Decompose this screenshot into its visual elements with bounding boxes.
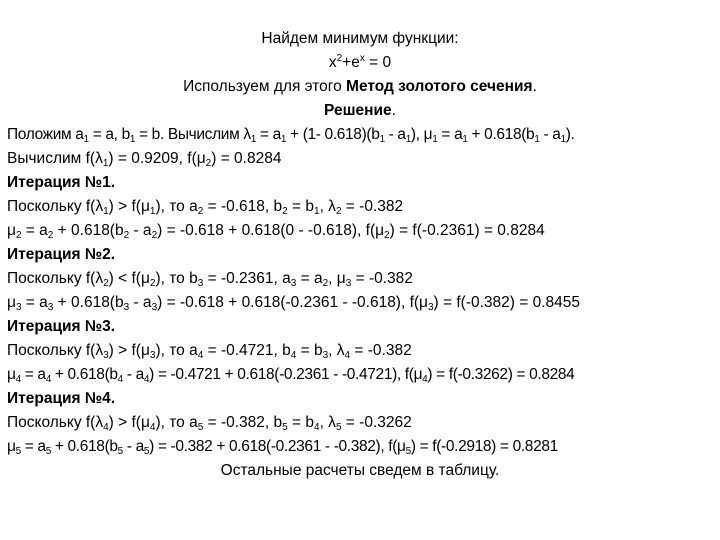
step-line [0, 411, 720, 435]
method-line [0, 75, 720, 99]
step-text: $\mu_4 = a_4 + 0.618(b_4 - a_4) = -0.4721 + 0.618(-0.2361 - -0.4721)$, $f(\mu_4) = f(-0.3262) = 0.8284$ [7, 366, 575, 385]
step-text: Поскольку $f(\lambda_4) > f(\mu_4)$, то $a_5 = -0.382$, $b_5 = b_4$, $\lambda_5 = -0.3262$ [7, 414, 412, 433]
iteration-heading [0, 171, 720, 195]
step-line [0, 219, 720, 243]
iteration-heading [0, 243, 720, 267]
step-line [0, 363, 720, 387]
iteration-label: Итерация №1. [7, 174, 116, 191]
method-end: . [532, 78, 537, 95]
step-line [0, 195, 720, 219]
method-intro: Используем для этого [183, 78, 347, 95]
solution-line [0, 99, 720, 123]
step-line [0, 267, 720, 291]
step-line [0, 291, 720, 315]
iteration-label: Итерация №4. [7, 390, 116, 407]
step-text: $\mu_3 = a_3 + 0.618(b_3 - a_3) = -0.618 + 0.618(-0.2361 - -0.618)$, $f(\mu_3) = f(-0.382) = 0.8455$ [7, 294, 581, 313]
step-line [0, 435, 720, 459]
iteration-heading [0, 315, 720, 339]
step-text: Поскольку $f(\lambda_3) > f(\mu_3)$, то $a_4 = -0.4721$, $b_4 = b_3$, $\lambda_4 = -0.382$ [7, 342, 412, 361]
title-line [0, 27, 720, 51]
solution-label: Решение [324, 102, 392, 119]
equation-line [0, 51, 720, 75]
step-text: Положим $a_1 = a$, $b_1 = b$. Вычислим $\lambda_1 = a_1 + (1-$ $0.618)(b_1 - a_1)$, $\mu_1 = a_1 + 0.618(b_1 - a_1)$. [7, 126, 575, 145]
step-text: Вычислим $f(\lambda_1) = 0.9209$, $f(\mu_2) = 0.8284$ [7, 150, 282, 169]
iteration-label: Итерация №2. [7, 246, 116, 263]
closing-line [0, 459, 720, 483]
step-text: $\mu_2 = a_2 + 0.618(b_2 - a_2) = -0.618 + 0.618(0 - -0.618)$, $f(\mu_2) = f(-0.2361) = 0.8284$ [7, 222, 545, 241]
step-text: Поскольку $f(\lambda_2) < f(\mu_2)$, то $b_3 = -0.2361$, $a_3 = a_2$, $\mu_3 = -0.382$ [7, 270, 413, 289]
step-text: $\mu_5 = a_5 + 0.618(b_5 - a_5) = -0.382 + 0.618(-0.2361 - -0.382)$, $f(\mu_5) = f(-0.2918) = 0.8281$ [7, 438, 558, 457]
method-name: Метод золотого сечения [346, 78, 533, 95]
solution-end: . [391, 102, 396, 119]
heading-title: Найдем минимум функции: [261, 30, 459, 47]
equation: $x^2+e^x = 0$ [328, 53, 392, 71]
iteration-heading [0, 387, 720, 411]
step-line [0, 339, 720, 363]
step-line [0, 123, 720, 147]
step-line [0, 147, 720, 171]
iteration-label: Итерация №3. [7, 318, 116, 335]
step-text: Поскольку $f(\lambda_1) > f(\mu_1)$, то $a_2 = -0.618$, $b_2 = b_1$, $\lambda_2 = -0.382$ [7, 198, 404, 217]
closing-text: Остальные расчеты сведем в таблицу. [220, 462, 500, 479]
